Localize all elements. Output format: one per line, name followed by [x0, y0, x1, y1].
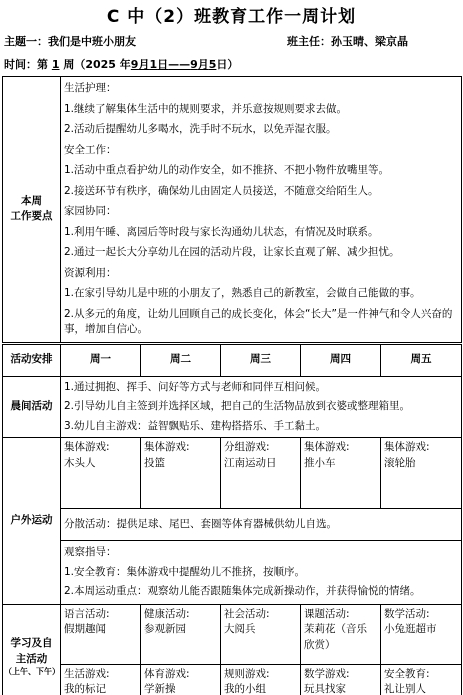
day-friday: 周五 — [381, 343, 462, 376]
learning-row-1 — [3, 604, 462, 664]
focus-line: 家园协同： — [64, 205, 117, 217]
theme — [4, 33, 136, 49]
outdoor-scatter-row — [3, 509, 462, 541]
focus-line: 1.继续了解集体生活中的规则要求，并乐意按规则要求去做。 — [64, 102, 348, 115]
learning-label-line2: 主活动 — [15, 652, 48, 665]
outdoor-observe-row — [3, 541, 462, 605]
time-month2: 月 — [197, 58, 209, 71]
time-label: 时间： — [4, 58, 37, 71]
outdoor-game-thursday — [301, 438, 381, 509]
focus-line: 2.从多元的角度，让幼儿回顾自己的成长变化，体会“长大”是一件神气和令人兴奋的事，增加自信心。 — [64, 307, 453, 335]
day-wednesday: 周三 — [221, 343, 301, 376]
time-month1: 月 — [138, 58, 150, 71]
teacher-value: 孙玉晴、梁京晶 — [331, 35, 408, 48]
activity-title: 健康活动: — [144, 607, 190, 620]
observe-line: 2.本周运动重点：观察幼儿能否跟随集体完成新操动作，并获得愉悦的情绪。 — [64, 585, 421, 597]
game-value: 木头人 — [64, 456, 96, 469]
activity-title: 体育游戏: — [144, 667, 190, 680]
focus-line: 2.通过一起长大分享幼儿在园的活动片段，让家长直观了解、减少担忧。 — [64, 246, 400, 258]
activity-value: 小兔逛超市 — [384, 623, 437, 635]
activity-title: 课题活动: — [304, 607, 350, 620]
activity-title: 数学游戏: — [304, 667, 350, 680]
focus-line: 资源利用： — [64, 266, 117, 279]
learning-cell — [61, 604, 141, 664]
activity-title: 生活游戏: — [64, 667, 110, 680]
time-week-pre: 第 — [37, 58, 48, 71]
day-monday: 周一 — [61, 343, 141, 376]
learning-cell — [301, 664, 381, 695]
game-title: 集体游戏: — [64, 441, 110, 453]
learning-cell — [381, 664, 462, 695]
learning-cell — [221, 664, 301, 695]
learning-cell — [381, 604, 462, 664]
time-start-day: 1 — [149, 58, 158, 71]
activity-value: 玩具找家 — [304, 683, 346, 695]
learning-label-small: （上午、下午） — [4, 667, 60, 676]
theme-value: 我们是中班小朋友 — [48, 35, 136, 48]
outdoor-games-row — [3, 438, 462, 509]
game-title: 集体游戏: — [384, 441, 430, 453]
observe-line: 1.安全教育：集体游戏中提醒幼儿不推挤，按顺序。 — [64, 565, 306, 578]
meta-row-time — [4, 56, 459, 72]
teacher — [287, 33, 408, 49]
learning-label-line1: 学习及自 — [10, 637, 53, 649]
observe-line: 观察指导： — [64, 546, 117, 558]
activity-title: 社会活动: — [224, 607, 270, 620]
schedule-label: 活动安排 — [3, 343, 61, 376]
schedule-row — [3, 343, 462, 376]
focus-label — [3, 77, 61, 344]
focus-line: 1.在家引导幼儿是中班的小朋友了，熟悉自己的新教室，会做自己能做的事。 — [64, 287, 421, 299]
activity-title: 规则游戏: — [224, 667, 270, 680]
morning-label: 晨间活动 — [3, 376, 61, 438]
game-title: 集体游戏: — [304, 441, 350, 453]
activity-value: 礼让别人 — [384, 683, 426, 695]
game-title: 分组游戏: — [224, 441, 270, 453]
morning-line: 2.引导幼儿自主签到并选择区域，把自己的生活物品放到衣婆或整理箱里。 — [64, 400, 411, 412]
learning-cell — [221, 604, 301, 664]
time-dash: —— — [168, 58, 191, 71]
focus-line: 2.活动后提醒幼儿多喝水，洗手时不玩水，以免弄湿衣服。 — [64, 123, 337, 135]
activity-title: 数学活动: — [384, 607, 430, 620]
focus-line: 2.接送环节有秩序，确保幼儿由固定人员接送，不随意交给陌生人。 — [64, 184, 379, 197]
time-week-num: 1 — [51, 58, 60, 71]
learning-cell — [301, 604, 381, 664]
time-start-month: 9 — [130, 58, 139, 71]
outdoor-game-friday — [381, 438, 462, 509]
game-value: 投篮 — [144, 456, 165, 469]
day-tuesday: 周二 — [141, 343, 221, 376]
activity-value: 假期趣闻 — [64, 623, 106, 635]
time-day1: 日 — [157, 58, 169, 71]
activity-value: 我的标记 — [64, 683, 106, 695]
morning-content — [61, 376, 462, 438]
learning-cell — [141, 604, 221, 664]
time-day2: 日） — [216, 58, 239, 71]
focus-label-line1: 本周 — [21, 194, 42, 207]
focus-content — [61, 77, 462, 344]
outdoor-observe — [61, 541, 462, 605]
learning-label — [3, 604, 61, 695]
outdoor-game-wednesday — [221, 438, 301, 509]
morning-line: 3.幼儿自主游戏：益智飘贴乐、建构搭搭乐、手工黏土。 — [64, 419, 327, 432]
weekly-plan-table — [2, 76, 462, 695]
learning-row-2 — [3, 664, 462, 695]
theme-label: 主题一： — [4, 35, 48, 48]
morning-row — [3, 376, 462, 438]
activity-value: 参观新园 — [144, 623, 186, 635]
learning-cell — [141, 664, 221, 695]
focus-line: 生活护理： — [64, 82, 117, 94]
outdoor-game-monday — [61, 438, 141, 509]
game-value: 滚轮胎 — [384, 456, 416, 469]
outdoor-scatter: 分散活动：提供足球、尾巴、套圈等体育器械供幼儿自选。 — [61, 509, 462, 541]
game-value: 推小车 — [304, 456, 336, 469]
focus-line: 1.活动中重点看护幼儿的动作安全，如不推挤、不把小物件放嘴里等。 — [64, 164, 390, 176]
morning-line: 1.通过拥抱、挥手、问好等方式与老师和同伴互相问候。 — [64, 380, 327, 393]
game-title: 集体游戏: — [144, 441, 190, 453]
focus-label-line2: 工作要点 — [10, 210, 53, 223]
activity-value: 学新操 — [144, 683, 176, 695]
time-end-month: 9 — [190, 58, 198, 71]
activity-value: 大阅兵 — [224, 623, 256, 635]
focus-line: 1.利用午睡、离园后等时段与家长沟通幼儿状态，有情况及时联系。 — [64, 225, 379, 238]
learning-cell — [61, 664, 141, 695]
time-end-day: 5 — [208, 58, 217, 71]
teacher-label: 班主任： — [287, 35, 331, 48]
activity-title: 语言活动: — [64, 607, 110, 620]
outdoor-game-tuesday — [141, 438, 221, 509]
activity-value: 我的小组 — [224, 683, 266, 695]
time-week-post: 周（2025 年 — [63, 58, 131, 71]
activity-title: 安全教育: — [384, 667, 430, 680]
focus-row — [3, 77, 462, 344]
activity-value: 茉莉花（音乐欣赏） — [304, 623, 367, 651]
focus-line: 安全工作： — [64, 143, 117, 156]
outdoor-label: 户外运动 — [3, 438, 61, 605]
day-thursday: 周四 — [301, 343, 381, 376]
game-value: 江南运动日 — [224, 456, 277, 469]
page-title: C 中（2）班教育工作一周计划 — [106, 7, 357, 27]
